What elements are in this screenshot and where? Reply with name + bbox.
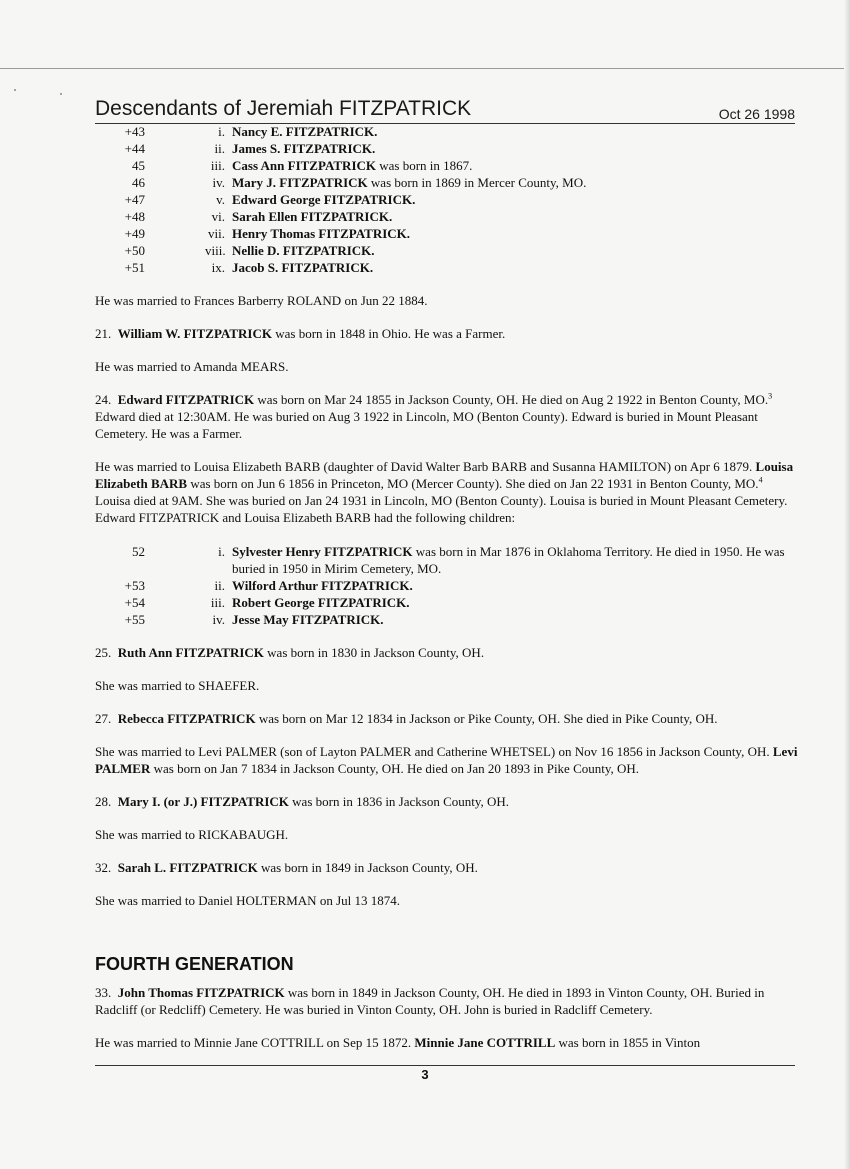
person-entry — [95, 644, 800, 661]
child-ordinal: iii. — [210, 158, 225, 173]
entry-text: was born on Mar 24 1855 in Jackson County, OH. He died on Aug 2 1922 in Benton County, MO. — [254, 392, 769, 407]
marriage-text: was born in 1855 in Vinton — [555, 1035, 701, 1050]
person-entry — [95, 984, 800, 1018]
person-name: Sarah L. FITZPATRICK — [117, 860, 258, 875]
child-number: +55 — [124, 612, 145, 627]
child-text — [232, 225, 800, 242]
child-row — [95, 225, 800, 242]
entry-text: was born on Mar 12 1834 in Jackson or Pike County, OH. She died in Pike County, OH. — [255, 711, 718, 726]
marriage-note: She was married to RICKABAUGH. — [95, 827, 289, 842]
child-text — [232, 140, 800, 157]
entry-number: 25. — [95, 645, 112, 660]
child-name: Jacob S. FITZPATRICK. — [232, 260, 374, 275]
spacer — [95, 375, 800, 391]
marriage-text: She was married to Levi PALMER (son of Layton PALMER and Catherine WHETSEL) on Nov 16 1856 in Jackson County, OH. — [95, 744, 773, 759]
person-name: William W. FITZPATRICK — [117, 326, 272, 341]
person-name: Ruth Ann FITZPATRICK — [117, 645, 264, 660]
child-row — [95, 242, 800, 259]
footer-rule — [95, 1065, 795, 1066]
children-list — [95, 123, 800, 276]
child-name: Edward George FITZPATRICK. — [232, 192, 416, 207]
spacer — [95, 694, 800, 710]
child-text — [232, 174, 800, 191]
person-name: John Thomas FITZPATRICK — [117, 985, 285, 1000]
person-name: Mary I. (or J.) FITZPATRICK — [117, 794, 289, 809]
marriage-text: was born on Jan 7 1834 in Jackson County, OH. He died on Jan 20 1893 in Pike County, OH. — [150, 761, 640, 776]
spacer — [95, 810, 800, 826]
marriage-note: He was married to Frances Barberry ROLAND on Jun 22 1884. — [95, 293, 428, 308]
child-ordinal: i. — [218, 544, 225, 559]
child-ordinal: ix. — [211, 260, 225, 275]
marriage-text: He was married to Louisa Elizabeth BARB (daughter of David Walter Barb BARB and Susanna HAMILTON) on Apr 6 1879. — [95, 459, 756, 474]
spacer — [95, 628, 800, 644]
child-ordinal: i. — [218, 124, 225, 139]
marriage-note — [95, 1034, 800, 1051]
spacer — [95, 1018, 800, 1034]
person-entry — [95, 859, 800, 876]
spouse-name: Minnie Jane COTTRILL — [414, 1035, 556, 1050]
child-number: +47 — [124, 192, 145, 207]
scan-edge-line — [0, 68, 850, 69]
child-row — [95, 259, 800, 276]
spacer — [95, 342, 800, 358]
marriage-text: was born on Jun 6 1856 in Princeton, MO (Mercer County). She died on Jan 22 1931 in Benton County, MO. — [187, 476, 759, 491]
child-row — [95, 543, 800, 577]
page-content — [95, 123, 800, 1051]
person-entry — [95, 325, 800, 342]
scan-speck — [14, 89, 16, 91]
spacer — [95, 909, 800, 952]
children-list — [95, 543, 800, 628]
person-entry — [95, 391, 800, 442]
entry-text: was born in 1848 in Ohio. He was a Farmer. — [271, 326, 506, 341]
scan-speck — [60, 93, 62, 95]
marriage-note — [95, 743, 800, 777]
child-ordinal: iv. — [212, 175, 225, 190]
marriage-note — [95, 458, 800, 526]
spacer — [95, 661, 800, 677]
child-row — [95, 123, 800, 140]
child-ordinal: iii. — [210, 595, 225, 610]
child-name: Robert George FITZPATRICK. — [232, 595, 410, 610]
spacer — [95, 777, 800, 793]
entry-text: Edward died at 12:30AM. He was buried on Aug 3 1922 in Lincoln, MO (Benton County). Edward is buried in Mount Pleasant Cemetery. He was a Farmer. — [95, 409, 758, 441]
entry-number: 28. — [95, 794, 112, 809]
child-ordinal: vii. — [208, 226, 225, 241]
entry-text: was born in 1830 in Jackson County, OH. — [263, 645, 485, 660]
child-text — [232, 259, 800, 276]
child-text — [232, 577, 800, 594]
child-ordinal: iv. — [212, 612, 225, 627]
child-number: +43 — [124, 124, 145, 139]
marriage-text: Louisa died at 9AM. She was buried on Jan 24 1931 in Lincoln, MO (Benton County). Louisa is buried in Mount Pleasant Cemetery. Edward FITZPATRICK and Louisa Elizabeth BARB had the following children: — [95, 493, 788, 525]
child-row — [95, 157, 800, 174]
child-text — [232, 611, 800, 628]
child-row — [95, 577, 800, 594]
child-number: 52 — [132, 544, 145, 559]
child-name: Jesse May FITZPATRICK. — [232, 612, 384, 627]
person-entry — [95, 710, 800, 727]
child-name: Cass Ann FITZPATRICK — [232, 158, 376, 173]
entry-number: 24. — [95, 392, 112, 407]
entry-number: 21. — [95, 326, 112, 341]
entry-text: was born in 1849 in Jackson County, OH. — [257, 860, 478, 875]
child-text — [232, 543, 800, 577]
spacer — [95, 276, 800, 292]
child-name: Sylvester Henry FITZPATRICK — [232, 544, 413, 559]
page-header — [95, 97, 795, 123]
entry-number: 32. — [95, 860, 112, 875]
spacer — [95, 526, 800, 543]
child-ordinal: v. — [216, 192, 225, 207]
entry-number: 27. — [95, 711, 112, 726]
child-number: +49 — [124, 226, 145, 241]
person-entry — [95, 793, 800, 810]
child-row — [95, 208, 800, 225]
entry-number: 33. — [95, 985, 112, 1000]
entry-text: was born in 1849 in Jackson County, OH. He died in 1893 in Vinton County, OH. Buried in Radcliff (or Redcliff) Cemetery. He was buried in Vinton County, OH. John is buried in Radcliff Cemetery. — [95, 985, 765, 1017]
page-number: 3 — [421, 1067, 429, 1082]
report-date: Oct 26 1998 — [718, 106, 795, 122]
marriage-note: He was married to Amanda MEARS. — [95, 359, 289, 374]
child-ordinal: vi. — [211, 209, 225, 224]
scan-edge-shadow — [844, 0, 850, 1169]
child-detail: was born in 1867. — [376, 158, 473, 173]
child-ordinal: ii. — [214, 578, 225, 593]
child-number: 45 — [132, 158, 145, 173]
child-text — [232, 242, 800, 259]
child-row — [95, 174, 800, 191]
spacer — [95, 309, 800, 325]
spacer — [95, 442, 800, 458]
child-row — [95, 140, 800, 157]
spacer — [95, 876, 800, 892]
child-row — [95, 611, 800, 628]
child-name: Wilford Arthur FITZPATRICK. — [232, 578, 413, 593]
child-text — [232, 123, 800, 140]
child-text — [232, 594, 800, 611]
child-detail: was born in 1869 in Mercer County, MO. — [367, 175, 587, 190]
child-name: James S. FITZPATRICK. — [232, 141, 376, 156]
child-text — [232, 191, 800, 208]
marriage-note: She was married to SHAEFER. — [95, 678, 260, 693]
child-text — [232, 208, 800, 225]
spacer — [95, 843, 800, 859]
child-row — [95, 594, 800, 611]
child-number: +51 — [124, 260, 145, 275]
child-number: +44 — [124, 141, 145, 156]
spacer — [95, 976, 800, 984]
child-text — [232, 157, 800, 174]
child-number: +50 — [124, 243, 145, 258]
person-name: Rebecca FITZPATRICK — [117, 711, 256, 726]
footnote-ref: 4 — [758, 475, 763, 485]
child-ordinal: viii. — [205, 243, 226, 258]
child-detail: was born in Mar 1876 in Oklahoma Territory. He died in 1950. He was buried in 1950 in Mirim Cemetery, MO. — [232, 544, 785, 576]
spouse-name: Levi PALMER — [95, 744, 798, 776]
child-number: +48 — [124, 209, 145, 224]
spouse-name: Louisa Elizabeth BARB — [95, 459, 794, 491]
child-name: Nancy E. FITZPATRICK. — [232, 124, 378, 139]
child-ordinal: ii. — [214, 141, 225, 156]
marriage-note: She was married to Daniel HOLTERMAN on Jul 13 1874. — [95, 893, 400, 908]
child-name: Mary J. FITZPATRICK — [232, 175, 368, 190]
child-number: 46 — [132, 175, 145, 190]
footnote-ref: 3 — [768, 391, 773, 401]
person-name: Edward FITZPATRICK — [117, 392, 255, 407]
child-number: +54 — [124, 595, 145, 610]
spacer — [95, 727, 800, 743]
marriage-text: He was married to Minnie Jane COTTRILL on Sep 15 1872. — [95, 1035, 415, 1050]
child-name: Henry Thomas FITZPATRICK. — [232, 226, 411, 241]
section-heading: FOURTH GENERATION — [95, 954, 294, 974]
page-title: Descendants of Jeremiah FITZPATRICK — [95, 97, 472, 120]
child-name: Sarah Ellen FITZPATRICK. — [232, 209, 393, 224]
child-row — [95, 191, 800, 208]
child-number: +53 — [124, 578, 145, 593]
child-name: Nellie D. FITZPATRICK. — [232, 243, 375, 258]
entry-text: was born in 1836 in Jackson County, OH. — [288, 794, 510, 809]
